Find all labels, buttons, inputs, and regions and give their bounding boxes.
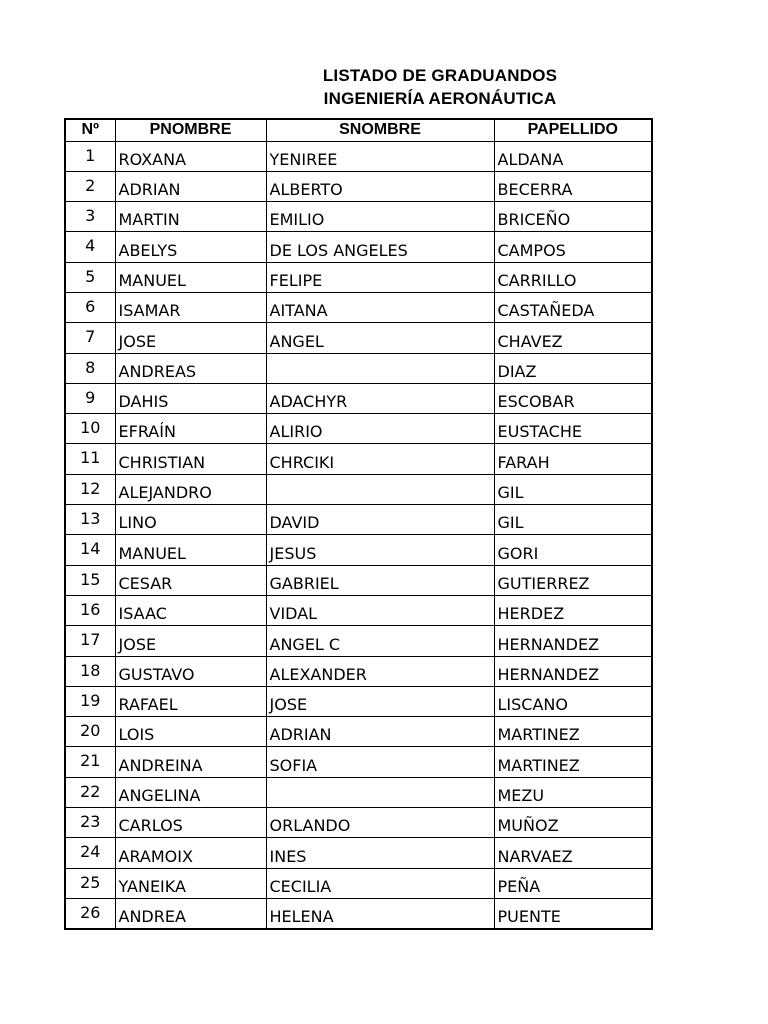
graduates-table	[64, 118, 653, 930]
cell-last-name: EUSTACHE	[494, 414, 652, 444]
cell-first-name: LOIS	[115, 717, 266, 747]
cell-second-name: EMILIO	[266, 202, 494, 232]
cell-last-name: CARRILLO	[494, 262, 652, 292]
cell-second-name: AITANA	[266, 292, 494, 322]
cell-last-name: HERNANDEZ	[494, 626, 652, 656]
table-row	[65, 505, 652, 535]
table-row	[65, 626, 652, 656]
cell-second-name	[266, 474, 494, 504]
table-row	[65, 171, 652, 201]
table-row	[65, 717, 652, 747]
cell-last-name: GIL	[494, 474, 652, 504]
table-row	[65, 414, 652, 444]
cell-last-name: ESCOBAR	[494, 383, 652, 413]
cell-number: 25	[65, 868, 115, 898]
cell-second-name	[266, 353, 494, 383]
cell-last-name: CAMPOS	[494, 232, 652, 262]
cell-number: 3	[65, 202, 115, 232]
cell-first-name: CESAR	[115, 565, 266, 595]
document-title: LISTADO DE GRADUANDOS	[322, 66, 558, 85]
cell-last-name: BECERRA	[494, 171, 652, 201]
cell-number: 1	[65, 141, 115, 171]
cell-first-name: YANEIKA	[115, 868, 266, 898]
cell-number: 9	[65, 383, 115, 413]
cell-second-name: JESUS	[266, 535, 494, 565]
table-row	[65, 898, 652, 928]
table-row	[65, 474, 652, 504]
cell-first-name: CARLOS	[115, 808, 266, 838]
cell-number: 22	[65, 777, 115, 807]
cell-last-name: NARVAEZ	[494, 838, 652, 868]
cell-second-name: ORLANDO	[266, 808, 494, 838]
table-row	[65, 777, 652, 807]
cell-first-name: DAHIS	[115, 383, 266, 413]
cell-last-name: MARTINEZ	[494, 747, 652, 777]
table-row	[65, 353, 652, 383]
table-row	[65, 323, 652, 353]
table-row	[65, 292, 652, 322]
table-row	[65, 808, 652, 838]
cell-number: 21	[65, 747, 115, 777]
cell-second-name: INES	[266, 838, 494, 868]
column-header-first-name: PNOMBRE	[115, 119, 266, 141]
cell-number: 6	[65, 292, 115, 322]
cell-first-name: JOSE	[115, 626, 266, 656]
cell-last-name: PUENTE	[494, 898, 652, 928]
cell-number: 24	[65, 838, 115, 868]
cell-second-name: ANGEL	[266, 323, 494, 353]
document-subtitle: INGENIERÍA AERONÁUTICA	[323, 89, 557, 108]
cell-last-name: GUTIERREZ	[494, 565, 652, 595]
table-row	[65, 262, 652, 292]
table-row	[65, 202, 652, 232]
cell-last-name: CASTAÑEDA	[494, 292, 652, 322]
cell-last-name: ALDANA	[494, 141, 652, 171]
cell-second-name: VIDAL	[266, 595, 494, 625]
cell-last-name: MUÑOZ	[494, 808, 652, 838]
cell-first-name: ISAMAR	[115, 292, 266, 322]
cell-last-name: MARTINEZ	[494, 717, 652, 747]
cell-number: 13	[65, 505, 115, 535]
cell-last-name: LISCANO	[494, 686, 652, 716]
cell-number: 14	[65, 535, 115, 565]
cell-number: 26	[65, 898, 115, 928]
table-row	[65, 595, 652, 625]
cell-first-name: ANDREAS	[115, 353, 266, 383]
column-header-last-name: PAPELLIDO	[494, 119, 652, 141]
table-row	[65, 444, 652, 474]
cell-last-name: GIL	[494, 505, 652, 535]
cell-first-name: MANUEL	[115, 535, 266, 565]
cell-first-name: ADRIAN	[115, 171, 266, 201]
table-row	[65, 838, 652, 868]
table-row	[65, 747, 652, 777]
cell-second-name: GABRIEL	[266, 565, 494, 595]
cell-first-name: ISAAC	[115, 595, 266, 625]
cell-second-name: ALBERTO	[266, 171, 494, 201]
cell-second-name: CECILIA	[266, 868, 494, 898]
table-row	[65, 656, 652, 686]
cell-last-name: DIAZ	[494, 353, 652, 383]
cell-first-name: JOSE	[115, 323, 266, 353]
cell-second-name: HELENA	[266, 898, 494, 928]
cell-number: 8	[65, 353, 115, 383]
column-header-second-name: SNOMBRE	[266, 119, 494, 141]
table-body	[65, 141, 652, 929]
cell-first-name: ALEJANDRO	[115, 474, 266, 504]
cell-first-name: GUSTAVO	[115, 656, 266, 686]
cell-last-name: GORI	[494, 535, 652, 565]
cell-second-name: DE LOS ANGELES	[266, 232, 494, 262]
table-header-row	[65, 119, 652, 141]
cell-second-name: ALIRIO	[266, 414, 494, 444]
cell-second-name: FELIPE	[266, 262, 494, 292]
cell-first-name: ABELYS	[115, 232, 266, 262]
cell-number: 11	[65, 444, 115, 474]
cell-second-name	[266, 777, 494, 807]
column-header-number: Nº	[65, 119, 115, 141]
cell-first-name: ANGELINA	[115, 777, 266, 807]
cell-second-name: CHRCIKI	[266, 444, 494, 474]
cell-first-name: RAFAEL	[115, 686, 266, 716]
cell-second-name: DAVID	[266, 505, 494, 535]
table-row	[65, 686, 652, 716]
cell-last-name: MEZU	[494, 777, 652, 807]
cell-second-name: JOSE	[266, 686, 494, 716]
cell-number: 5	[65, 262, 115, 292]
table-row	[65, 565, 652, 595]
table-row	[65, 535, 652, 565]
cell-second-name: ANGEL C	[266, 626, 494, 656]
cell-number: 17	[65, 626, 115, 656]
cell-number: 12	[65, 474, 115, 504]
cell-second-name: ADRIAN	[266, 717, 494, 747]
cell-number: 19	[65, 686, 115, 716]
cell-last-name: HERNANDEZ	[494, 656, 652, 686]
cell-number: 15	[65, 565, 115, 595]
cell-first-name: ANDREINA	[115, 747, 266, 777]
table-row	[65, 232, 652, 262]
cell-number: 16	[65, 595, 115, 625]
cell-second-name: SOFIA	[266, 747, 494, 777]
cell-last-name: PEÑA	[494, 868, 652, 898]
cell-last-name: FARAH	[494, 444, 652, 474]
table-row	[65, 141, 652, 171]
cell-second-name: YENIREE	[266, 141, 494, 171]
cell-first-name: CHRISTIAN	[115, 444, 266, 474]
cell-first-name: EFRAÍN	[115, 414, 266, 444]
cell-number: 23	[65, 808, 115, 838]
cell-number: 2	[65, 171, 115, 201]
cell-number: 20	[65, 717, 115, 747]
cell-second-name: ADACHYR	[266, 383, 494, 413]
cell-first-name: ROXANA	[115, 141, 266, 171]
cell-number: 4	[65, 232, 115, 262]
cell-last-name: HERDEZ	[494, 595, 652, 625]
cell-number: 7	[65, 323, 115, 353]
cell-first-name: ANDREA	[115, 898, 266, 928]
cell-first-name: MANUEL	[115, 262, 266, 292]
cell-second-name: ALEXANDER	[266, 656, 494, 686]
cell-first-name: ARAMOIX	[115, 838, 266, 868]
cell-number: 18	[65, 656, 115, 686]
cell-last-name: CHAVEZ	[494, 323, 652, 353]
cell-number: 10	[65, 414, 115, 444]
cell-last-name: BRICEÑO	[494, 202, 652, 232]
cell-first-name: MARTIN	[115, 202, 266, 232]
table-row	[65, 383, 652, 413]
cell-first-name: LINO	[115, 505, 266, 535]
table-row	[65, 868, 652, 898]
